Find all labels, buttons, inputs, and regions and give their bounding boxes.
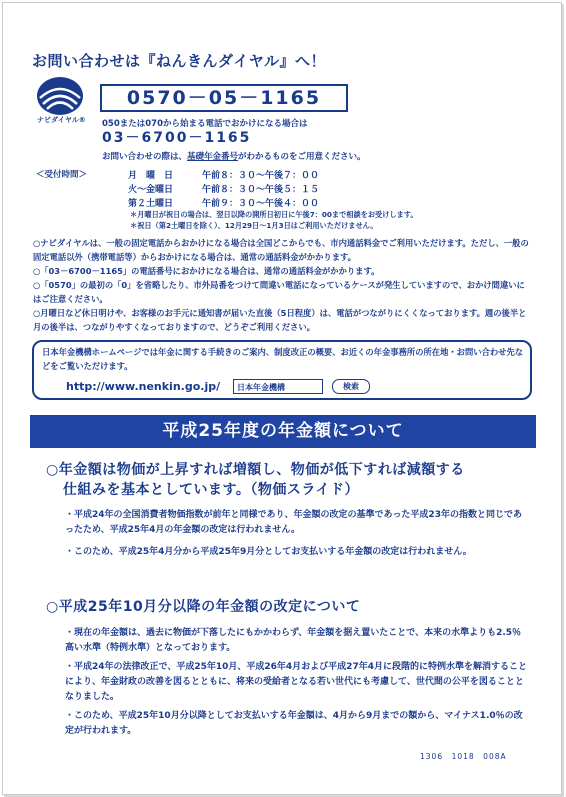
hours-row: 火～金曜日 午前８：３０～午後５：１５ [128, 184, 320, 195]
search-input[interactable]: 日本年金機構 [233, 379, 323, 394]
section2-bullet-1: ・現在の年金額は、過去に物価が下落したにもかかわらず、年金額を据え置いたことで、本来の水準よりも2.5％高い水準（特例水準）となっております。 [65, 628, 522, 653]
homepage-text: 日本年金機構ホームページでは年金に関する手続きのご案内、制度改正の概要、お近くの年金事務所の所在地・お問い合わせ先などをご覧いただけます。 [42, 347, 524, 371]
basic-number-note: お問い合わせの際は、基礎年金番号がわかるものをご用意ください。 [102, 152, 366, 162]
hours-label: ＜受付時間＞ [36, 170, 88, 180]
footer-code: 1306 1018 008A [420, 752, 507, 761]
section1-bullet-1: ・平成24年の全国消費者物価指数が前年と同様であり、年金額の改定の基準であった平成23年の指数と同じであったため、平成25年4月の年金額の改定は行われません。 [65, 510, 522, 535]
contact-title: お問い合わせは『ねんきんダイヤル』へ！ [32, 52, 327, 70]
hours-row: 第２土曜日 午前９：３０～午後４：００ [128, 198, 320, 209]
alt-phone-note: 050または070から始まる電話でおかけになる場合は [102, 119, 308, 129]
search-button[interactable]: 検索 [332, 379, 370, 394]
notice-3: ○「0570」の最初の「0」を省略したり、市外局番をつけて間違い電話になっているケースが発生していますので、おかけ間違いにはご注意ください。 [33, 280, 525, 304]
hours-row: 月 曜 日 午前８：３０～午後７：００ [128, 170, 320, 181]
phone-main[interactable]: 0570－05－1165 [100, 84, 348, 112]
section-banner: 平成25年度の年金額について [30, 415, 536, 448]
hours-note-1: ＊月曜日が祝日の場合は、翌日以降の開所日初日に午後7：00まで相談をお受けします。 [130, 210, 418, 219]
section2-bullet-2: ・平成24年の法律改正で、平成25年10月、平成26年4月および平成27年4月に段階的に特例水準を解消することにより、年金財政の改善を図るとともに、将来の受給者となる若い世代にも考慮して、世代間の公平を図ることとなりました。 [65, 662, 527, 702]
section1-heading-line2: 仕組みを基本としています。（物価スライド） [63, 482, 359, 498]
homepage-url[interactable]: http://www.nenkin.go.jp/ [66, 380, 221, 393]
section1-bullet-2: ・このため、平成25年4月分から平成25年9月分としてお支払いする年金額の改定は行われません。 [65, 547, 472, 557]
hours-table [128, 167, 319, 209]
section1-heading-line1: ○年金額は物価が上昇すれば増額し、物価が低下すれば減額する [46, 462, 465, 478]
notice-2: ○「03－6700－1165」の電話番号におかけになる場合は、通常の通話料金がかかります。 [33, 266, 380, 276]
section2-heading: ○平成25年10月分以降の年金額の改定について [46, 599, 361, 615]
notice-1: ○ナビダイヤルは、一般の固定電話からおかけになる場合は全国どこからでも、市内通話料金でご利用いただけます。ただし、一般の固定電話以外（携帯電話等）からおかけになる場合は、通常の通話料金がかかります。 [33, 238, 529, 262]
phone-alt[interactable]: 03－6700－1165 [102, 130, 252, 146]
section2-bullet-3: ・このため、平成25年10月分以降としてお支払いする年金額は、4月から9月までの額から、マイナス1.0％の改定が行われます。 [65, 711, 523, 736]
notice-4: ○月曜日など休日明けや、お客様のお手元に通知書が届いた直後（5日程度）は、電話がつながりにくくなっております。週の後半と月の後半は、つながりやすくなっておりますので、どうぞご利用ください。 [33, 308, 527, 332]
hours-note-2: ＊祝日（第2土曜日を除く）、12月29日～1月3日はご利用いただけません。 [130, 221, 378, 230]
logo-label: ナビダイヤル® [37, 116, 86, 124]
